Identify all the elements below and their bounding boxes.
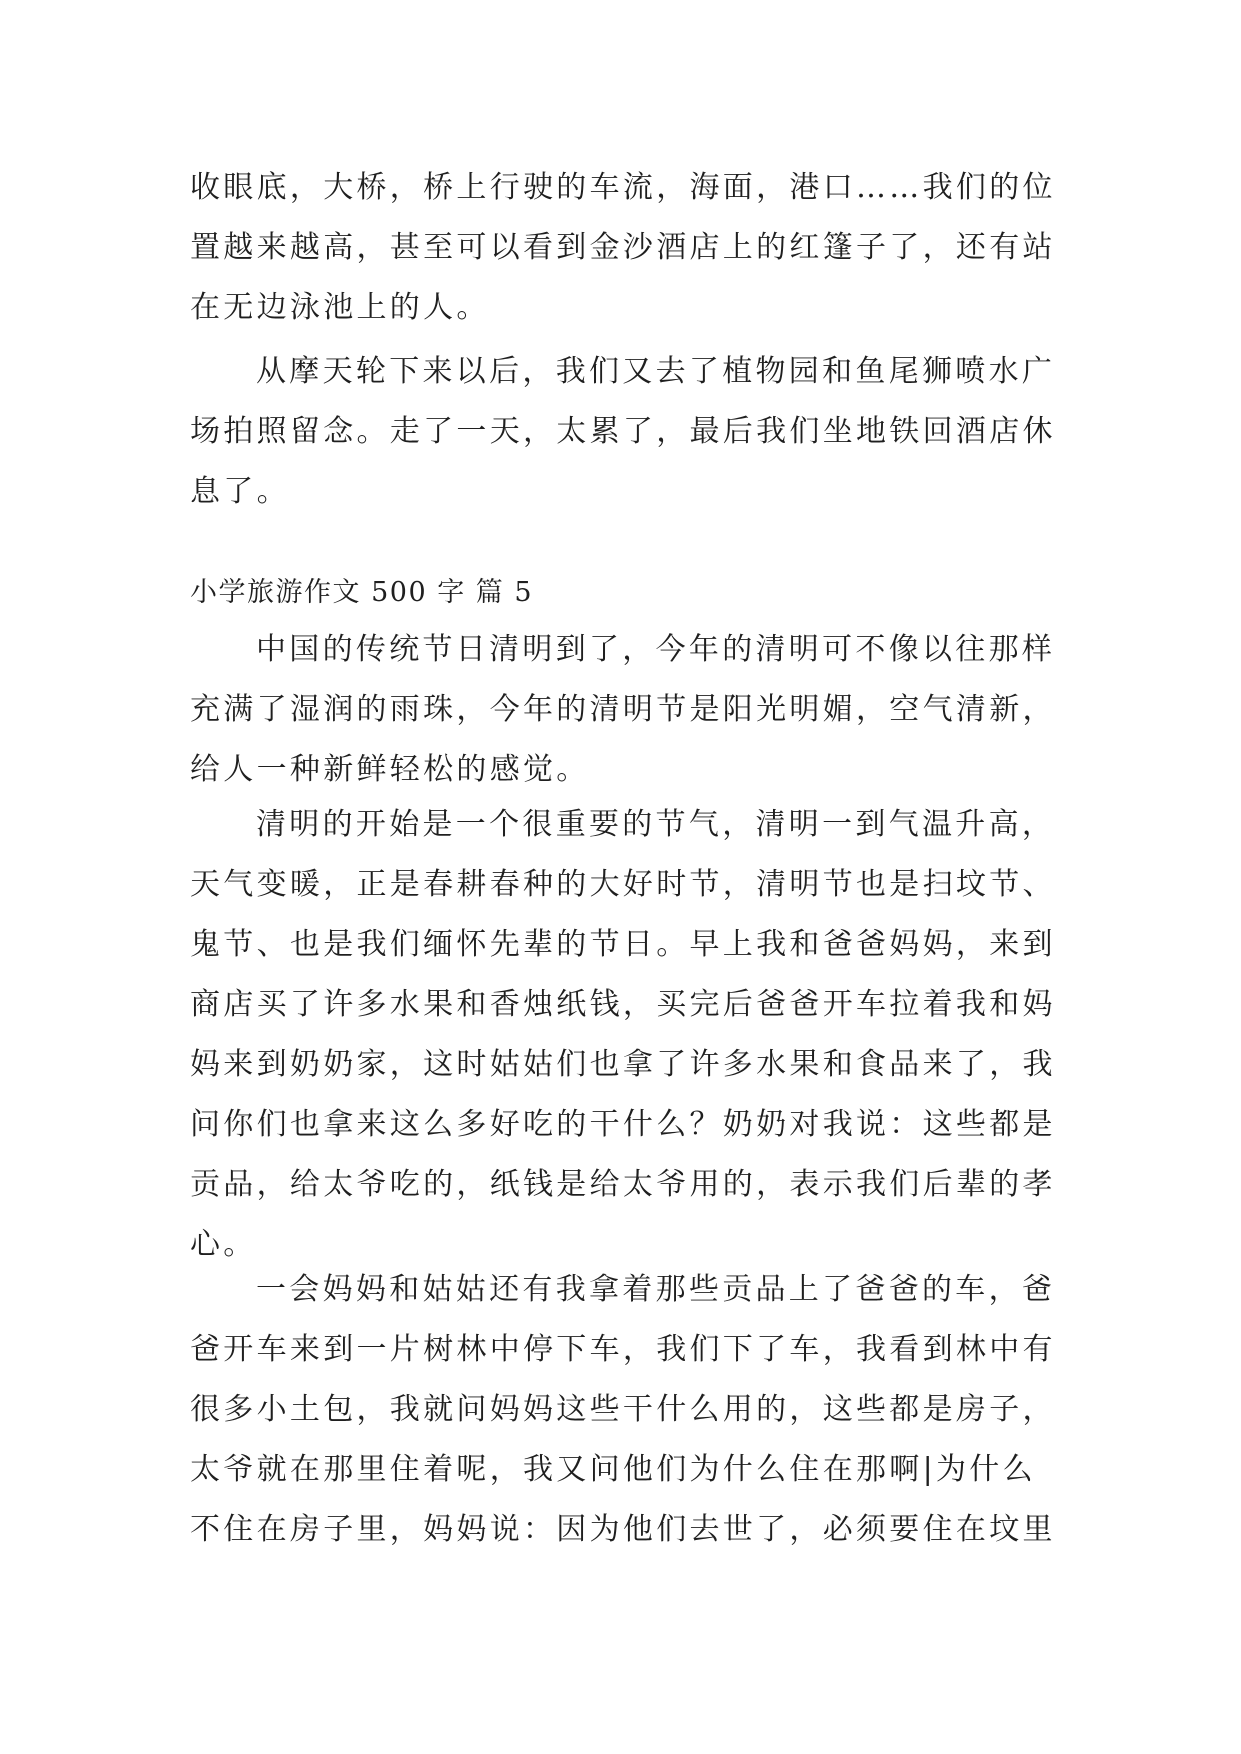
text-line: 太爷就在那里住着呢，我又问他们为什么住在那啊|为什么 — [190, 1452, 1036, 1487]
text-line: 问你们也拿来这么多好吃的干什么？奶奶对我说：这些都是 — [190, 1107, 1056, 1142]
text-line: 收眼底，大桥，桥上行驶的车流，海面，港口……我们的位 — [190, 170, 1056, 205]
text-line: 妈来到奶奶家，这时姑姑们也拿了许多水果和食品来了，我 — [190, 1047, 1056, 1082]
text-line: 给人一种新鲜轻松的感觉。 — [190, 752, 590, 787]
text-line: 置越来越高，甚至可以看到金沙酒店上的红篷子了，还有站 — [190, 230, 1056, 265]
paragraph-qingming-festival — [190, 795, 1070, 1275]
text-line: 天气变暖，正是春耕春种的大好时节，清明节也是扫坟节、 — [190, 867, 1056, 902]
paragraph-ferris-wheel — [190, 342, 1070, 522]
paragraph-woods — [190, 1260, 1070, 1560]
text-line: 息了。 — [190, 474, 290, 509]
paragraph-continuation — [190, 158, 1070, 338]
text-line: 鬼节、也是我们缅怀先辈的节日。早上我和爸爸妈妈，来到 — [190, 927, 1056, 962]
text-line: 心。 — [190, 1227, 257, 1262]
text-line: 贡品，给太爷吃的，纸钱是给太爷用的，表示我们后辈的孝 — [190, 1167, 1056, 1202]
text-line: 在无边泳池上的人。 — [190, 290, 490, 325]
text-line: 中国的传统节日清明到了，今年的清明可不像以往那样 — [256, 632, 1056, 667]
paragraph-qingming-intro — [190, 620, 1070, 800]
text-line: 充满了湿润的雨珠，今年的清明节是阳光明媚，空气清新， — [190, 692, 1056, 727]
text-line: 商店买了许多水果和香烛纸钱，买完后爸爸开车拉着我和妈 — [190, 987, 1056, 1022]
section-heading: 小学旅游作文 500 字 篇 5 — [190, 577, 534, 608]
text-line: 爸开车来到一片树林中停下车，我们下了车，我看到林中有 — [190, 1332, 1056, 1367]
text-line: 一会妈妈和姑姑还有我拿着那些贡品上了爸爸的车，爸 — [256, 1272, 1056, 1307]
text-line: 很多小土包，我就问妈妈这些干什么用的，这些都是房子， — [190, 1392, 1056, 1427]
text-line: 场拍照留念。走了一天，太累了，最后我们坐地铁回酒店休 — [190, 414, 1056, 449]
text-line: 清明的开始是一个很重要的节气，清明一到气温升高， — [256, 807, 1056, 842]
text-line: 不住在房子里，妈妈说：因为他们去世了，必须要住在坟里 — [190, 1512, 1056, 1547]
text-line: 从摩天轮下来以后，我们又去了植物园和鱼尾狮喷水广 — [256, 354, 1056, 389]
